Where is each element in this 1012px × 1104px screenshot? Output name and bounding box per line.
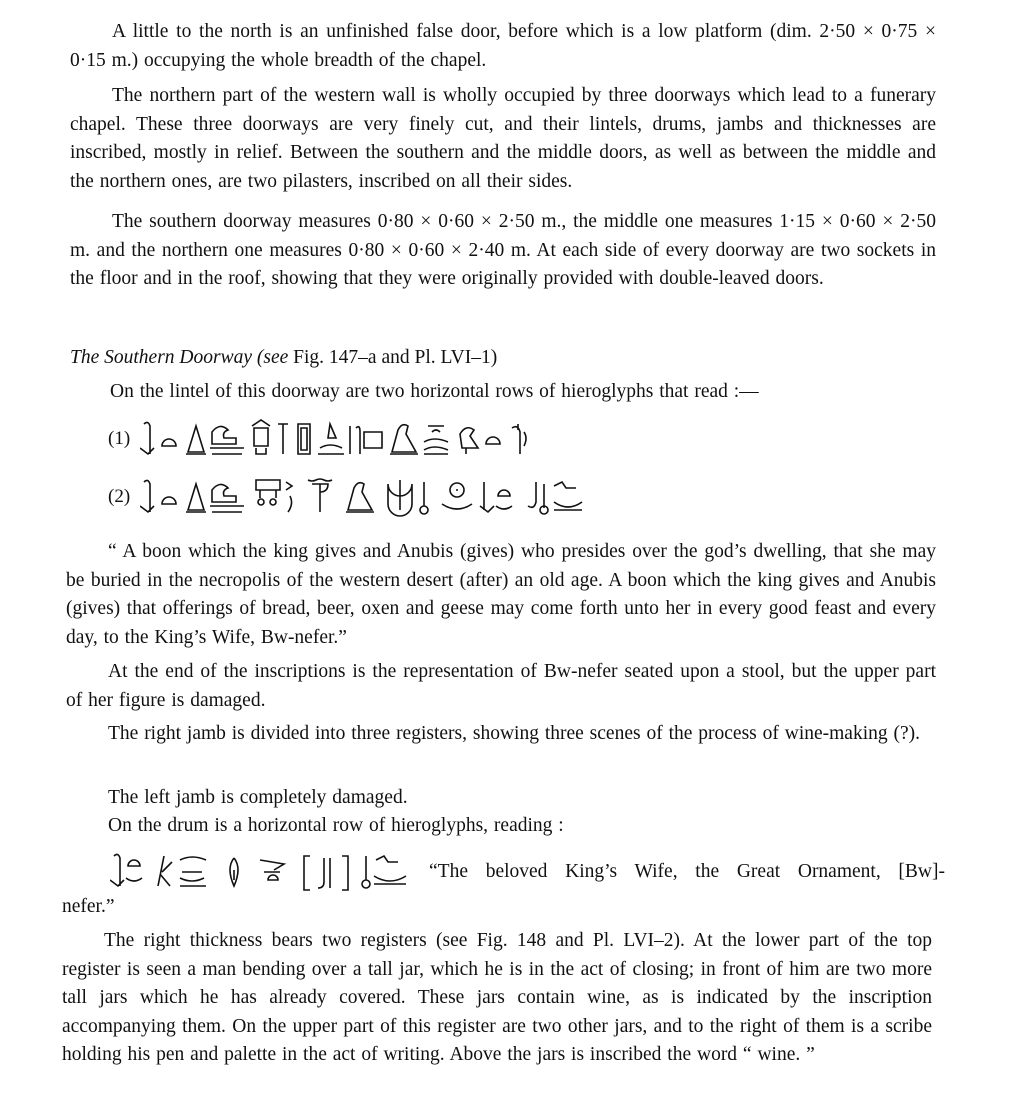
heading-see: (see <box>256 347 289 368</box>
paragraph-western-wall: The northern part of the western wall is wholly occupied by three doorways which lead to a funerary chapel. These three doorways are very finely cut, and their lintels, drums, jambs and thicknesses are inscribed, mostly in relief. Between the southern and the middle doors, as well as between the middle and the northern ones, are two pilasters, inscribed on all their sides. <box>70 85 936 192</box>
heading-italic: The Southern Doorway <box>70 347 252 368</box>
paragraph-doorway-measures: The southern doorway measures 0·80 × 0·60 × 2·50 m., the middle one measures 1·15 × 0·60 × 2·50 m. and the northern one measures 0·80 × 0·60 × 2·40 m. At each side of every doorway are two sockets in the floor and in the roof, showing that they were originally provided with double-leaved doors. <box>70 211 936 290</box>
paragraph-representation: At the end of the inscriptions is the representation of Bw-nefer seated upon a stool, but the upper part of her figure is damaged. <box>66 661 936 711</box>
row-label-2: (2) <box>108 486 131 507</box>
drum-inscription <box>110 850 945 894</box>
hieroglyph-glyphs-2 <box>140 476 680 518</box>
drum-hieroglyphs <box>110 850 415 894</box>
hieroglyph-glyphs-1 <box>140 418 660 460</box>
heading-rest: Fig. 147–a and Pl. LVI–1) <box>293 347 498 368</box>
paragraph-lintel: On the lintel of this doorway are two horizontal rows of hieroglyphs that read :— <box>110 381 759 402</box>
paragraph-false-door: A little to the north is an unfinished false door, before which is a low platform (dim. 2·50 × 0·75 × 0·15 m.) occupying the whole breadth of the chapel. <box>70 21 936 71</box>
paragraph-translation: “ A boon which the king gives and Anubis (gives) who presides over the god’s dwelling, that she may be buried in the necropolis of the western desert (after) an old age. A boon which the king gives and Anubis (gives) that offerings of bread, beer, oxen and geese may come forth unto her in every good feast and every day, to the King’s Wife, Bw-nefer.” <box>66 541 936 648</box>
row-label-1: (1) <box>108 428 131 449</box>
paragraph-right-jamb: The right jamb is divided into three registers, showing three scenes of the process of wine-making (?). <box>108 723 921 744</box>
paragraph-left-jamb: The left jamb is completely damaged. <box>108 787 408 808</box>
section-heading <box>70 344 497 372</box>
paragraph-drum-continued: nefer.” <box>62 896 115 917</box>
drum-quote: “The beloved King’s Wife, the Great Ornament, [Bw]- <box>429 861 945 882</box>
hieroglyph-row-2 <box>108 476 680 518</box>
paragraph-right-thickness: The right thickness bears two registers (see Fig. 148 and Pl. LVI–2). At the lower part of the top register is seen a man bending over a tall jar, which he is in the act of closing; in front of him are two more tall jars which he has already covered. These jars contain wine, as is indicated by the inscription accompanying them. On the upper part of this register are two other jars, and to the right of them is a scribe holding his pen and palette in the act of writing. Above the jars is inscribed the word “ wine. ” <box>62 930 932 1066</box>
paragraph-drum: On the drum is a horizontal row of hieroglyphs, reading : <box>108 815 564 836</box>
hieroglyph-row-1 <box>108 418 660 460</box>
